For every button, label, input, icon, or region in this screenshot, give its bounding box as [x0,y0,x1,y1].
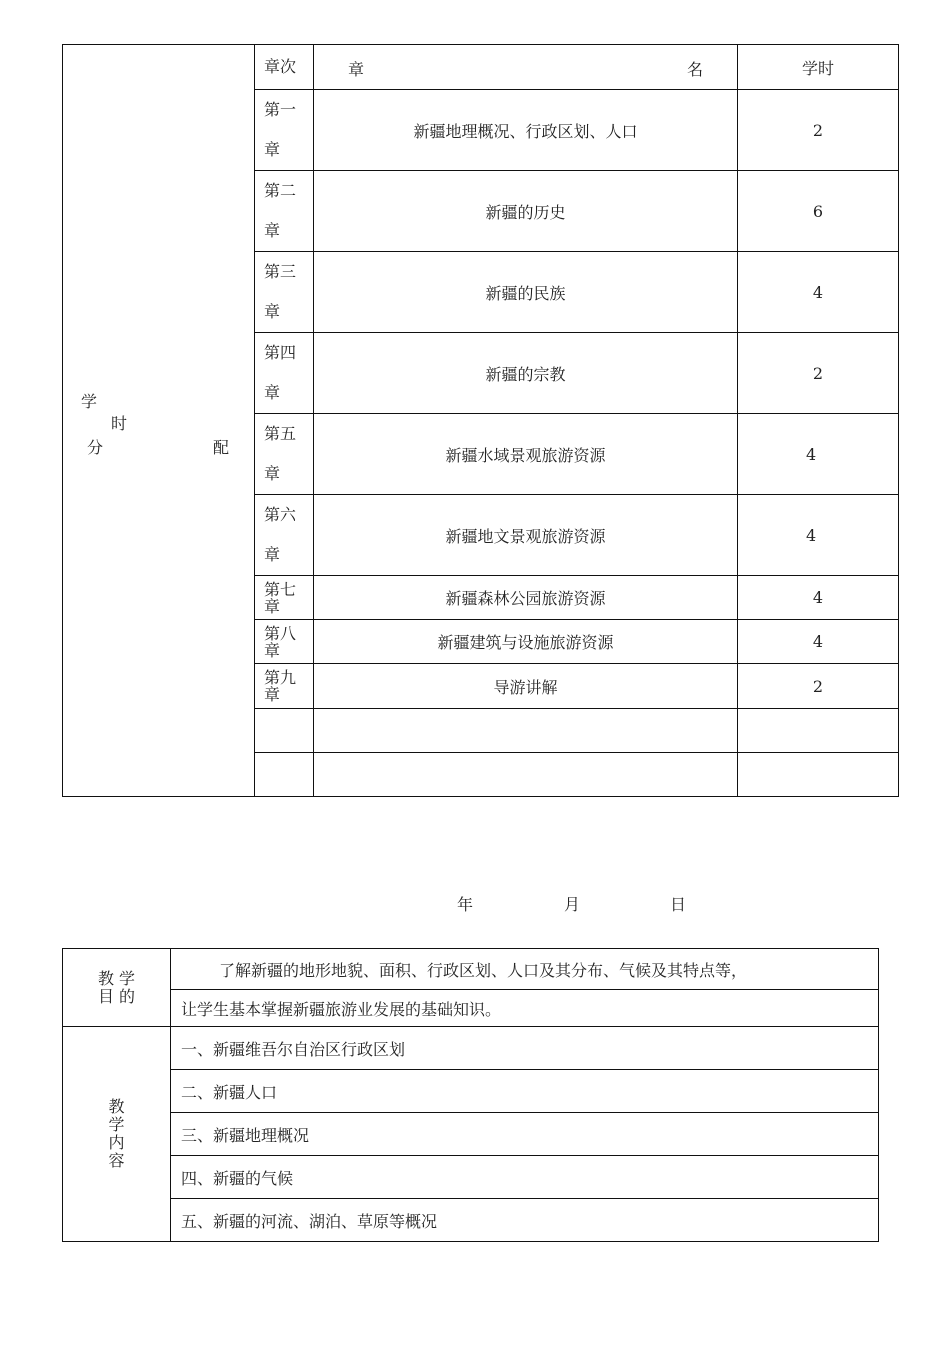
chapter-name: 新疆地理概况、行政区划、人口 [314,90,738,171]
list-item: 四、新疆的气候 [171,1156,879,1199]
chapter-number: 第八 章 [255,620,314,664]
chapter-hours: 2 [738,333,899,414]
list-item: 二、新疆人口 [171,1070,879,1113]
chapter-name: 新疆的历史 [314,171,738,252]
chapter-number: 第六 章 [255,495,314,576]
chapter-hours: 4 [738,414,899,495]
date-month: 月 [564,895,581,914]
empty-cell [314,753,738,797]
chapter-number: 第二 章 [255,171,314,252]
side-label-char: 学 [81,392,98,411]
chapter-hours: 2 [738,90,899,171]
header-name-part: 名 [686,60,703,79]
header-chapter: 章次 [255,45,314,90]
chapter-number: 第七 章 [255,576,314,620]
list-item: 一、新疆维吾尔自治区行政区划 [171,1027,879,1070]
hours-allocation-label-cell [63,45,255,797]
chapter-hours: 4 [738,252,899,333]
hours-allocation-table [62,44,899,797]
chapter-hours: 4 [738,576,899,620]
chapter-number: 第五 章 [255,414,314,495]
chapter-number: 第三 章 [255,252,314,333]
chapter-name: 新疆水域景观旅游资源 [314,414,738,495]
empty-cell [738,709,899,753]
chapter-name: 新疆地文景观旅游资源 [314,495,738,576]
date-day: 日 [670,895,687,914]
teaching-content-label: 教 学 内 容 [63,1027,171,1242]
chapter-name: 新疆的宗教 [314,333,738,414]
chapter-name: 新疆的民族 [314,252,738,333]
date-year: 年 [457,895,474,914]
chapter-name: 导游讲解 [314,664,738,709]
empty-cell [314,709,738,753]
teaching-goal-text: 了解新疆的地形地貌、面积、行政区划、人口及其分布、气候及其特点等， [171,949,879,990]
chapter-name: 新疆森林公园旅游资源 [314,576,738,620]
chapter-number: 第一 章 [255,90,314,171]
chapter-name: 新疆建筑与设施旅游资源 [314,620,738,664]
chapter-hours: 4 [738,620,899,664]
teaching-goal-label: 教 学 目 的 [63,949,171,1027]
list-item: 三、新疆地理概况 [171,1113,879,1156]
header-chapter-name [314,45,738,90]
teaching-plan-table [62,948,879,1242]
chapter-number: 第四 章 [255,333,314,414]
empty-cell [255,753,314,797]
header-hours: 学时 [738,45,899,90]
side-label-char: 分 [87,438,104,457]
list-item: 五、新疆的河流、湖泊、草原等概况 [171,1199,879,1242]
side-label-char: 配 [213,438,230,457]
chapter-hours: 6 [738,171,899,252]
empty-cell [255,709,314,753]
side-label-char: 时 [111,414,128,433]
chapter-hours: 2 [738,664,899,709]
chapter-hours: 4 [738,495,899,576]
teaching-goal-text: 让学生基本掌握新疆旅游业发展的基础知识。 [171,990,879,1027]
empty-cell [738,753,899,797]
header-name-part: 章 [348,60,365,79]
chapter-number: 第九 章 [255,664,314,709]
